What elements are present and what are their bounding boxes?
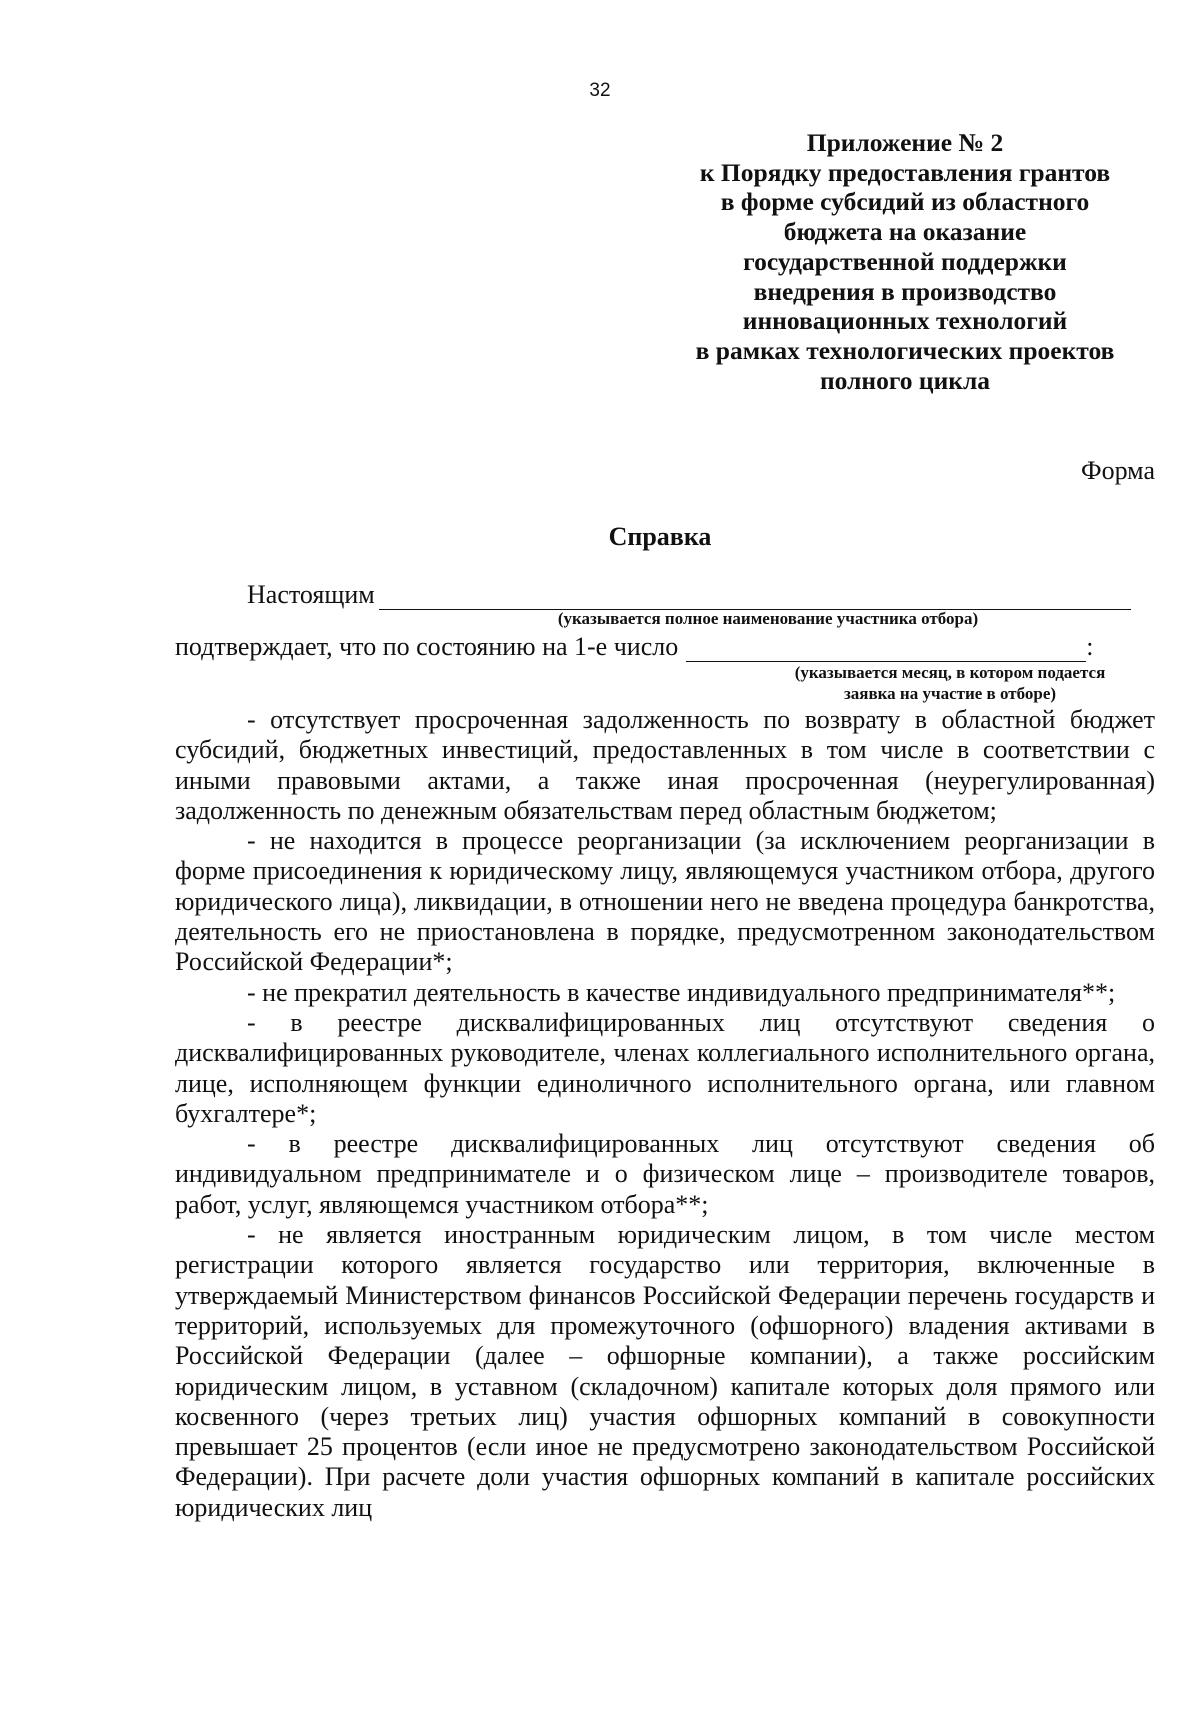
form-label: Форма	[1081, 456, 1155, 485]
condition-paragraph: - в реестре дисквалифицированных лиц отсутствуют сведения о дисквалифицированных руководителе, членах коллегиального исполнительного органа, лице, исполняющем функции единоличного исполнительного органа, или главном бухгалтере*;	[175, 1007, 1155, 1128]
intro-lead-row	[247, 580, 1131, 610]
appendix-line: в рамках технологических проектов	[695, 335, 1115, 365]
appendix-line: к Порядку предоставления грантов	[699, 157, 1111, 187]
appendix-line: полного цикла	[819, 365, 991, 395]
month-hint-line: (указывается месяц, в котором подается	[794, 663, 1106, 682]
appendix-line: в форме субсидий из областного	[720, 187, 1090, 217]
appendix-line: государственной поддержки	[743, 246, 1067, 276]
condition-paragraph: - не прекратил деятельность в качестве индивидуального предпринимателя**;	[247, 977, 1116, 1007]
condition-paragraph: - не находится в процессе реорганизации (за исключением реорганизации в форме присоединения к юридическому лицу, являющемуся участником отбора, другого юридического лица), ликвидации, в отношении него не введена процедура банкротства, деятельность его не приостановлена в порядке, предусмотренном законодательством Российской Федерации*;	[175, 826, 1155, 977]
month-blank[interactable]	[686, 639, 1086, 662]
intro-confirm-colon: :	[1086, 632, 1094, 661]
intro-confirm-row	[175, 632, 1093, 662]
appendix-line: внедрения в производство	[753, 276, 1057, 306]
page-number: 32	[589, 80, 611, 101]
appendix-line: бюджета на оказание	[783, 217, 1027, 247]
appendix-line: инновационных технологий	[742, 306, 1068, 336]
intro-confirm-text: подтверждает, что по состоянию на 1-е число	[175, 632, 679, 661]
intro-lead-text: Настоящим	[247, 580, 375, 609]
participant-name-blank[interactable]	[379, 587, 1131, 610]
document-title: Справка	[608, 522, 712, 551]
certificate-body	[175, 705, 1155, 1523]
condition-paragraph: - не является иностранным юридическим лицом, в том числе местом регистрации которого является государство или территория, включенные в утверждаемый Министерством финансов Российской Федерации перечень государств и территорий, используемых для промежуточного (офшорного) владения активами в Российской Федерации (далее – офшорные компании), а также российским юридическим лицом, в уставном (складочном) капитале которых доля прямого или косвенного (через третьих лиц) участия офшорных компаний в совокупности превышает 25 процентов (если иное не предусмотрено законодательством Российской Федерации). При расчете доли участия офшорных компаний в капитале российских юридических лиц	[175, 1220, 1155, 1522]
condition-paragraph: - отсутствует просроченная задолженность по возврату в областной бюджет субсидий, бюджетных инвестиций, предоставленных в том числе в соответствии с иными правовыми актами, а также иная просроченная (неурегулированная) задолженность по денежным обязательствам перед областным бюджетом;	[175, 705, 1155, 825]
participant-name-hint: (указывается полное наименование участника отбора)	[557, 609, 979, 628]
condition-paragraph: - в реестре дисквалифицированных лиц отсутствуют сведения об индивидуальном предпринимателе и о физическом лице – производителе товаров, работ, услуг, являющемся участником отбора**;	[175, 1129, 1155, 1219]
appendix-line: Приложение № 2	[806, 128, 1004, 157]
appendix-header	[655, 128, 1155, 395]
month-hint	[760, 662, 1140, 704]
month-hint-line: заявка на участие в отборе)	[843, 684, 1057, 703]
